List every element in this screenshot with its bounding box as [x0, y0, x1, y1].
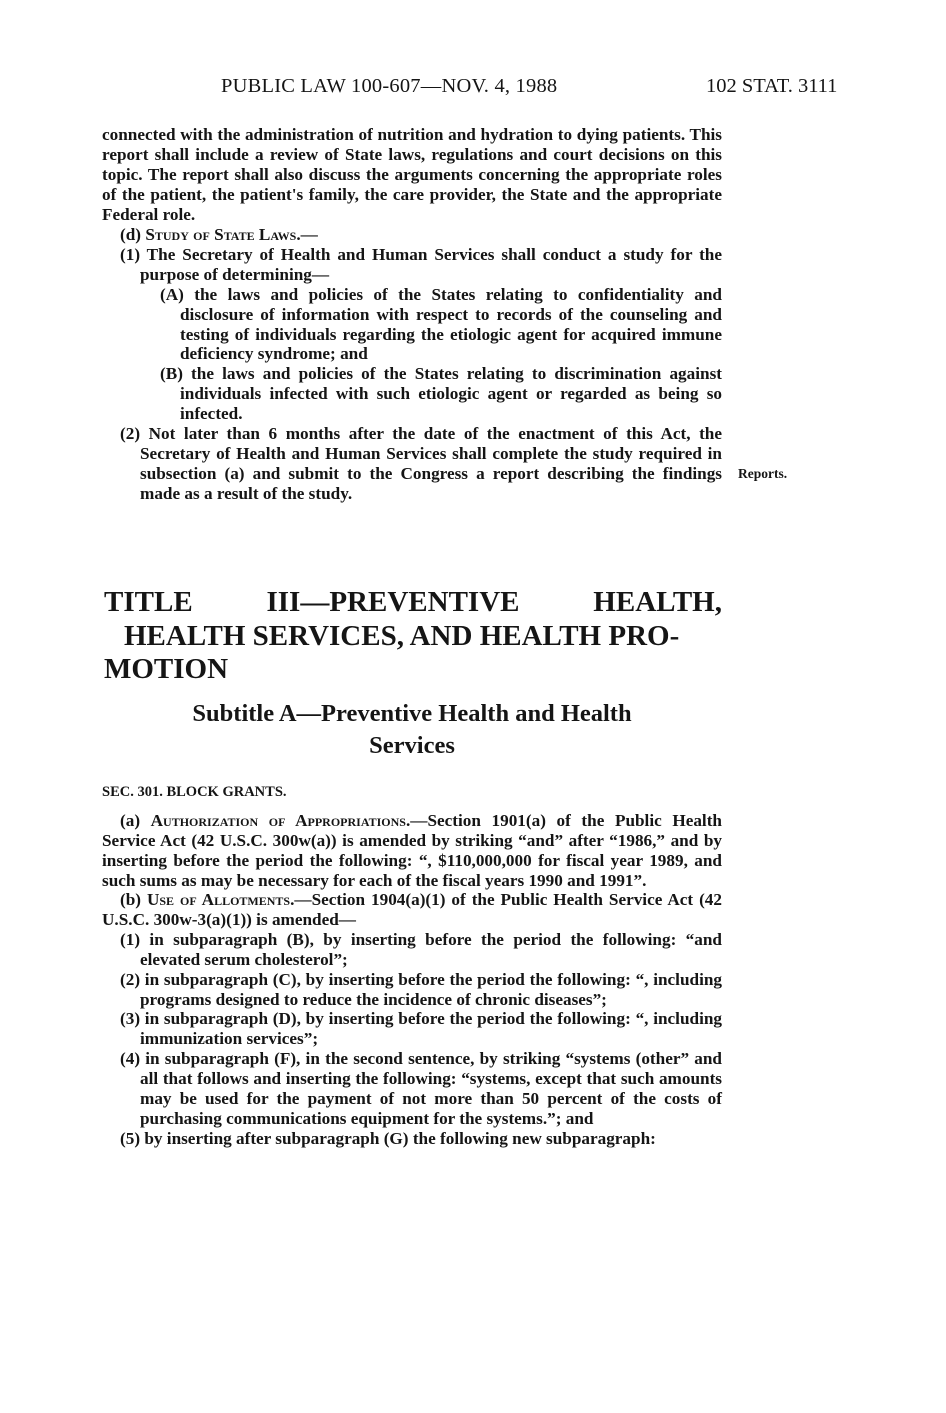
- subsection-b-title: Use of Allotments: [146, 890, 291, 910]
- paragraph-continuation: connected with the administration of nutrition and hydration to dying patients. This report shall include a review of State laws, regulations and court decisions on this topic. The report shall also discuss the arguments concerning the appropriate roles of the patient, the patient's family, the care provider, the State and the appropriate Federal role.: [102, 125, 722, 224]
- continued-section-text: [102, 125, 722, 504]
- subsection-a-title: Authorization of Appropriations: [150, 811, 406, 830]
- list-item: (1) in subparagraph (B), by inserting before the period the following: “and elevated serum cholesterol”;: [120, 930, 722, 969]
- list-item: (3) in subparagraph (D), by inserting before the period the following: “, including immunization services”;: [120, 1009, 722, 1049]
- header-stat-page: 102 STAT. 3111: [706, 75, 838, 97]
- running-header: [0, 75, 946, 103]
- paragraph-dA: (A) the laws and policies of the States relating to confidentiality and disclosure of information with respect to records of the counseling and testing of individuals regarding the etiologic agent for acquired immune deficiency syndrome; and: [160, 284, 722, 364]
- subsection-d-title: Study of State Laws: [145, 224, 297, 244]
- paragraph-dB: (B) the laws and policies of the States relating to discrimination against individuals infected with such etiologic agent or regarded as being so infected.: [160, 364, 722, 424]
- list-item: (5) by inserting after subparagraph (G) the following new subparagraph:: [120, 1128, 656, 1148]
- title-heading-line-1: TITLE III—PREVENTIVE HEALTH,: [104, 586, 722, 618]
- title-heading-line-2: HEALTH SERVICES, AND HEALTH PRO-: [124, 619, 680, 652]
- title-heading: [104, 586, 722, 687]
- subsection-a: (a) Authorization of Appropriations.—Section 1901(a) of the Public Health Service Act (42 U.S.C. 300w(a)) is amended by striking “and” after “1986,” and by inserting before the period the following: “, $110,000,000 for fiscal year 1989, and such sums as may be necessary for each of the fiscal years 1990 and 1991”.: [102, 811, 722, 890]
- list-item: (2) in subparagraph (C), by inserting before the period the following: “, including programs designed to reduce the incidence of chronic diseases”;: [120, 969, 722, 1009]
- header-citation: PUBLIC LAW 100-607—NOV. 4, 1988: [221, 75, 558, 97]
- list-item: (4) in subparagraph (F), in the second sentence, by striking “systems (other” and all that follows and inserting the following: “systems, except that such amounts may be used for the payment of not more than 50 percent of the costs of purchasing communications equipment for the systems.”; and: [120, 1049, 722, 1128]
- title-heading-line-3: MOTION: [104, 653, 229, 685]
- subsection-b: (b) Use of Allotments.—Section 1904(a)(1) of the Public Health Service Act (42 U.S.C. 300w-3(a)(1)) is amended—: [102, 890, 722, 930]
- section-heading: SEC. 301. BLOCK GRANTS.: [102, 784, 287, 800]
- subtitle-heading: Subtitle A—Preventive Health and Health Services: [192, 700, 632, 759]
- subsection-d-heading: (d) Study of State Laws.—: [120, 224, 318, 244]
- margin-note: Reports.: [738, 466, 788, 481]
- paragraph-d1: (1) The Secretary of Health and Human Services shall conduct a study for the purpose of determining—: [120, 244, 722, 284]
- paragraph-d2: (2) Not later than 6 months after the date of the enactment of this Act, the Secretary of Health and Human Services shall complete the study required in subsection (a) and submit to the Congress a report describing the findings made as a result of the study.: [120, 424, 722, 504]
- section-301-text: [102, 811, 722, 1148]
